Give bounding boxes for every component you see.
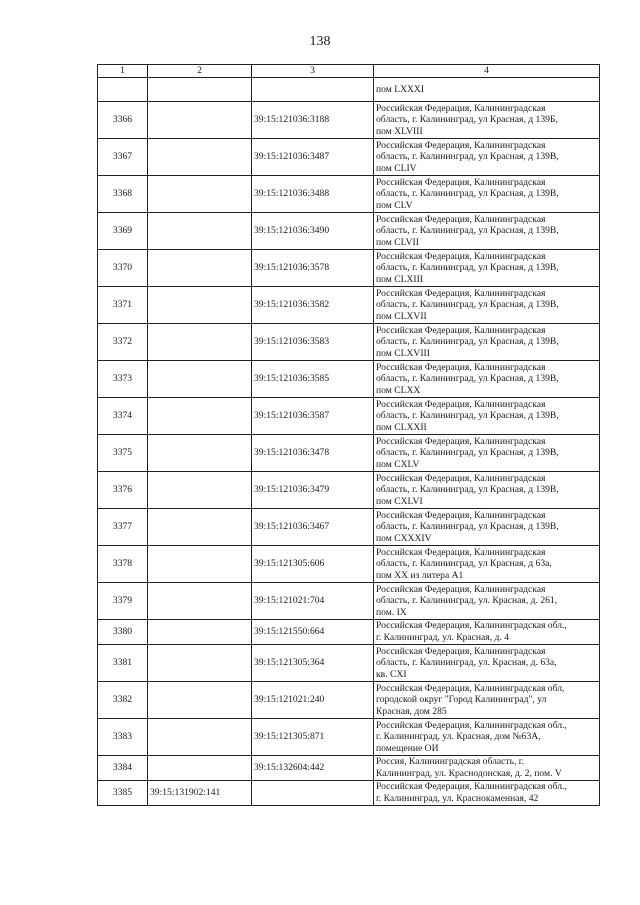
cell-number: 3385 — [98, 781, 148, 806]
cell-number: 3367 — [98, 139, 148, 176]
page-number: 138 — [309, 34, 331, 49]
cell-address: Российская Федерация, Калининградская область, г. Калининград, ул Красная, д 139Б, пом XLVIII — [374, 102, 600, 139]
table-row — [98, 719, 600, 756]
cell-cadastral-2 — [148, 472, 252, 509]
cell-address: Российская Федерация, Калининградская область, г. Калининград, ул Красная, д 139В, пом CLV — [374, 176, 600, 213]
table-row — [98, 250, 600, 287]
column-header-3: 3 — [252, 65, 374, 78]
cell-address: Российская Федерация, Калининградская обл., г. Калининград, ул. Красная, д. 4 — [374, 620, 600, 645]
cell-number: 3377 — [98, 509, 148, 546]
cell-address: Российская Федерация, Калининградская обл, городской округ "Город Калининград", ул Красная, дом 285 — [374, 682, 600, 719]
cell-number: 3373 — [98, 361, 148, 398]
table-row — [98, 756, 600, 781]
cell-cadastral-3: 39:15:121036:3188 — [252, 102, 374, 139]
cell-cadastral-3: 39:15:121036:3478 — [252, 435, 374, 472]
cell-cadastral-2 — [148, 102, 252, 139]
column-header-2: 2 — [148, 65, 252, 78]
column-header-1: 1 — [98, 65, 148, 78]
cell-address: Российская Федерация, Калининградская область, г. Калининград, ул Красная, д 139В, пом CLXX — [374, 361, 600, 398]
cell-address: Российская Федерация, Калининградская область, г. Калининград, ул Красная, д 139В, пом CLVII — [374, 213, 600, 250]
cell-cadastral-3: 39:15:132604:442 — [252, 756, 374, 781]
cell-cadastral-3: 39:15:121036:3585 — [252, 361, 374, 398]
cell-cadastral-2 — [148, 509, 252, 546]
cell-cadastral-3: 39:15:121036:3583 — [252, 324, 374, 361]
cell-number: 3369 — [98, 213, 148, 250]
cell-cadastral-3: 39:15:121036:3490 — [252, 213, 374, 250]
cell-cadastral-3: 39:15:121021:704 — [252, 583, 374, 620]
cell-cadastral-2 — [148, 213, 252, 250]
cell-cadastral-2 — [148, 583, 252, 620]
cell-number: 3383 — [98, 719, 148, 756]
cell-cadastral-2 — [148, 682, 252, 719]
cell-address: Российская Федерация, Калининградская обл., г. Калининград, ул. Краснокаменная, 42 — [374, 781, 600, 806]
cell-cadastral-3: 39:15:121305:871 — [252, 719, 374, 756]
cell-cadastral-2 — [148, 287, 252, 324]
cell-address: Российская Федерация, Калининградская область, г. Калининград, ул. Красная, д. 261, пом. IX — [374, 583, 600, 620]
cell-cadastral-3: 39:15:121036:3467 — [252, 509, 374, 546]
cell-address: Российская Федерация, Калининградская обл., г. Калининград, ул. Красная, дом №63А, помещение ОИ — [374, 719, 600, 756]
table-row — [98, 472, 600, 509]
cell-cadastral-2 — [148, 546, 252, 583]
cell-address: Российская Федерация, Калининградская область, г. Калининград, ул Красная, д 139В, пом CXLVI — [374, 472, 600, 509]
cell-cadastral-2 — [148, 324, 252, 361]
table-row — [98, 287, 600, 324]
table-row — [98, 398, 600, 435]
cell-number: 3384 — [98, 756, 148, 781]
table-row — [98, 620, 600, 645]
cell-cadastral-2 — [148, 139, 252, 176]
table-row — [98, 324, 600, 361]
cell-number: 3376 — [98, 472, 148, 509]
cell-number: 3379 — [98, 583, 148, 620]
table-row — [98, 509, 600, 546]
cell-address: Россия, Калининградская область, г. Калининград, ул. Краснодонская, д. 2, пом. V — [374, 756, 600, 781]
table-row — [98, 361, 600, 398]
cell-cadastral-3: 39:15:121305:606 — [252, 546, 374, 583]
cell-cadastral-2 — [148, 620, 252, 645]
cell-cadastral-2 — [148, 361, 252, 398]
cell-cadastral-2 — [148, 645, 252, 682]
cell-address: Российская Федерация, Калининградская область, г. Калининград, ул Красная, д 139В, пом CLXVII — [374, 287, 600, 324]
table-row — [98, 102, 600, 139]
header-row — [98, 65, 600, 78]
cell-cadastral-2 — [148, 176, 252, 213]
continuation-row — [98, 78, 600, 102]
cell-address: Российская Федерация, Калининградская область, г. Калининград, ул Красная, д 63а, пом XX из литера А1 — [374, 546, 600, 583]
cell-number — [98, 78, 148, 102]
cell-number: 3378 — [98, 546, 148, 583]
cell-cadastral-3: 39:15:121021:240 — [252, 682, 374, 719]
cell-cadastral-3: 39:15:121036:3587 — [252, 398, 374, 435]
cell-number: 3374 — [98, 398, 148, 435]
cell-number: 3366 — [98, 102, 148, 139]
cell-number: 3382 — [98, 682, 148, 719]
registry-table — [97, 64, 600, 806]
cell-address: пом LXXXI — [374, 78, 600, 102]
cell-number: 3381 — [98, 645, 148, 682]
cell-cadastral-3: 39:15:121305:364 — [252, 645, 374, 682]
cell-number: 3368 — [98, 176, 148, 213]
cell-cadastral-3: 39:15:121036:3578 — [252, 250, 374, 287]
table-row — [98, 781, 600, 806]
cell-address: Российская Федерация, Калининградская область, г. Калининград, ул Красная, д 139В, пом CLXXII — [374, 398, 600, 435]
table-row — [98, 583, 600, 620]
cell-cadastral-3: 39:15:121036:3479 — [252, 472, 374, 509]
table-row — [98, 213, 600, 250]
cell-cadastral-3: 39:15:121036:3488 — [252, 176, 374, 213]
table-row — [98, 645, 600, 682]
cell-cadastral-2: 39:15:131902:141 — [148, 781, 252, 806]
cell-cadastral-2 — [148, 756, 252, 781]
cell-number: 3375 — [98, 435, 148, 472]
cell-number: 3380 — [98, 620, 148, 645]
cell-number: 3370 — [98, 250, 148, 287]
cell-cadastral-2 — [148, 435, 252, 472]
cell-address: Российская Федерация, Калининградская область, г. Калининград, ул Красная, д 139В, пом CLXIII — [374, 250, 600, 287]
table-row — [98, 546, 600, 583]
table-row — [98, 176, 600, 213]
cell-cadastral-3: 39:15:121036:3582 — [252, 287, 374, 324]
cell-address: Российская Федерация, Калининградская область, г. Калининград, ул Красная, д 139В, пом CLIV — [374, 139, 600, 176]
cell-address: Российская Федерация, Калининградская область, г. Калининград, ул. Красная, д. 63а, кв. CXI — [374, 645, 600, 682]
cell-cadastral-2 — [148, 719, 252, 756]
table-row — [98, 682, 600, 719]
cell-number: 3371 — [98, 287, 148, 324]
cell-cadastral-2 — [148, 250, 252, 287]
cell-cadastral-2 — [148, 398, 252, 435]
cell-address: Российская Федерация, Калининградская область, г. Калининград, ул Красная, д 139В, пом CXXXIV — [374, 509, 600, 546]
table-row — [98, 139, 600, 176]
cell-address: Российская Федерация, Калининградская область, г. Калининград, ул Красная, д 139В, пом CLXVIII — [374, 324, 600, 361]
cell-number: 3372 — [98, 324, 148, 361]
cell-cadastral-2 — [148, 78, 252, 102]
column-header-4: 4 — [374, 65, 600, 78]
cell-cadastral-3: 39:15:121550:664 — [252, 620, 374, 645]
cell-cadastral-3 — [252, 781, 374, 806]
cell-cadastral-3 — [252, 78, 374, 102]
cell-cadastral-3: 39:15:121036:3487 — [252, 139, 374, 176]
table-row — [98, 435, 600, 472]
cell-address: Российская Федерация, Калининградская область, г. Калининград, ул Красная, д 139В, пом CXLV — [374, 435, 600, 472]
